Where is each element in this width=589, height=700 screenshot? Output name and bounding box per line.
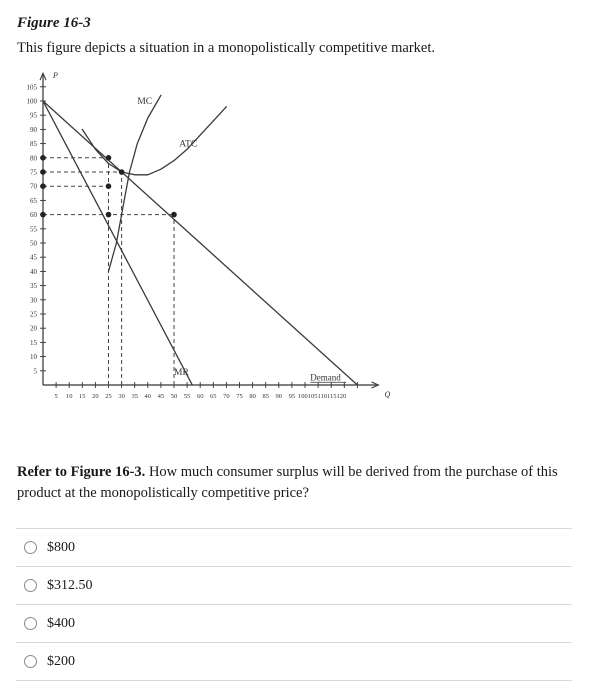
mc-label: MC	[137, 96, 153, 107]
reference-point	[106, 155, 112, 161]
y-tick-label: 5	[33, 367, 37, 376]
x-tick-label: 70	[223, 393, 230, 400]
option-312-50[interactable]	[14, 567, 574, 604]
y-tick-label: 30	[30, 296, 37, 305]
option-800[interactable]	[14, 529, 574, 566]
y-tick-label: 10	[30, 353, 37, 362]
y-axis-label: P	[53, 71, 58, 81]
radio-button-icon[interactable]	[24, 617, 37, 630]
x-tick-label: 10	[65, 393, 73, 400]
x-tick-label: 20	[92, 393, 99, 400]
y-axis-point	[40, 155, 46, 161]
x-tick-label: 80	[249, 393, 256, 400]
x-tick-label: 50	[170, 393, 178, 400]
x-tick-label: 15	[79, 393, 86, 400]
answer-options	[14, 528, 574, 681]
y-axis-point	[40, 212, 46, 218]
y-tick-label: 80	[30, 154, 37, 163]
y-axis-point	[40, 183, 46, 189]
x-tick-label: 30	[118, 393, 125, 400]
atc-curve	[82, 107, 226, 175]
mr-label: MR	[174, 368, 189, 379]
x-tick-label: 100105110115120	[298, 393, 347, 400]
y-tick-label: 20	[30, 324, 37, 333]
demand-curve	[43, 101, 357, 385]
option-divider	[16, 680, 572, 681]
y-tick-label: 70	[30, 182, 37, 191]
x-tick-label: 75	[236, 393, 243, 400]
option-400[interactable]	[14, 605, 574, 642]
mr-curve	[43, 101, 192, 385]
radio-button-icon[interactable]	[24, 579, 37, 592]
demand-label: Demand	[310, 372, 341, 383]
y-tick-label: 105	[26, 83, 37, 92]
x-tick-label: 90	[275, 393, 283, 400]
figure-title: Figure 16-3	[17, 15, 91, 31]
x-tick-label: 25	[105, 393, 112, 400]
y-tick-label: 100	[26, 97, 37, 106]
x-tick-label: 85	[262, 393, 269, 400]
option-200[interactable]	[14, 643, 574, 680]
x-tick-label: 40	[144, 393, 152, 400]
reference-point	[106, 183, 112, 189]
radio-button-icon[interactable]	[24, 655, 37, 668]
y-tick-label: 60	[30, 211, 37, 220]
figure-description: This figure depicts a situation in a monopolistically competitive market.	[17, 40, 435, 56]
x-tick-label: 65	[210, 393, 217, 400]
reference-point	[119, 169, 125, 175]
option-label: $200	[47, 653, 75, 669]
y-tick-label: 40	[30, 267, 37, 276]
x-tick-label: 95	[288, 393, 296, 400]
economics-chart	[0, 71, 589, 418]
question-body: How much consumer surplus will be derived from the purchase of this product at the monopolistically competitive price?	[17, 464, 558, 501]
radio-button-icon[interactable]	[24, 541, 37, 554]
y-tick-label: 15	[30, 338, 37, 347]
reference-point	[171, 212, 177, 218]
y-tick-label: 95	[30, 111, 37, 120]
x-tick-label: 60	[196, 393, 204, 400]
question-text	[17, 462, 577, 504]
y-tick-label: 90	[30, 125, 37, 134]
x-tick-label: 55	[183, 393, 191, 400]
question-reference: Refer to Figure 16-3.	[17, 464, 146, 480]
option-label: $800	[47, 539, 75, 555]
y-tick-label: 45	[30, 253, 37, 262]
y-axis-point	[40, 169, 46, 175]
x-tick-label: 5	[54, 393, 58, 400]
x-axis-label: Q	[384, 390, 391, 399]
y-tick-label: 75	[30, 168, 37, 177]
y-tick-label: 25	[30, 310, 37, 319]
y-tick-label: 65	[30, 196, 37, 205]
y-tick-label: 35	[30, 282, 37, 291]
x-tick-label: 45	[157, 393, 165, 400]
reference-point	[106, 212, 112, 218]
x-tick-label: 35	[131, 393, 138, 400]
y-tick-label: 50	[30, 239, 37, 248]
atc-label: ATC	[179, 139, 198, 150]
option-label: $312.50	[47, 577, 93, 593]
option-label: $400	[47, 615, 75, 631]
y-tick-label: 55	[30, 225, 37, 234]
y-tick-label: 85	[30, 140, 37, 149]
